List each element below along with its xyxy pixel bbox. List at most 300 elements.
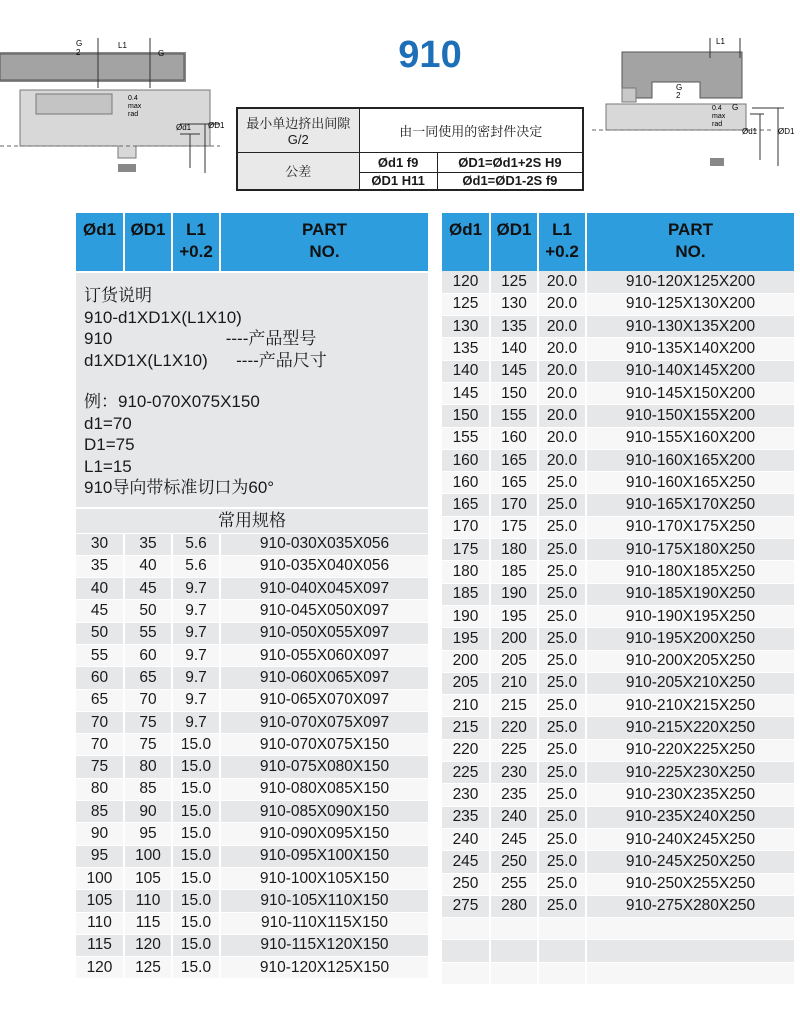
cell-D1: 100 (124, 845, 172, 867)
cell-d1: 250 (442, 873, 490, 895)
cell-L1: 20.0 (538, 316, 586, 338)
cell-D1: 220 (490, 717, 538, 739)
cell-D1: 55 (124, 622, 172, 644)
cell-L1: 25.0 (538, 851, 586, 873)
cell-d1: 275 (442, 895, 490, 917)
cell-D1: 110 (124, 890, 172, 912)
cell-L1 (538, 918, 586, 940)
table-row (76, 845, 428, 867)
table-row (76, 555, 428, 577)
cell-part-no: 910-235X240X250 (586, 806, 794, 828)
cell-L1: 25.0 (538, 472, 586, 494)
cell-part-no: 910-065X070X097 (220, 689, 428, 711)
table-row (442, 494, 794, 516)
cell-d1: 75 (76, 756, 124, 778)
spec-table (236, 107, 584, 191)
cell-L1: 15.0 (172, 957, 220, 979)
cell-L1: 9.7 (172, 689, 220, 711)
cell-d1: 125 (442, 293, 490, 315)
cell-L1: 15.0 (172, 934, 220, 956)
cell-L1: 9.7 (172, 578, 220, 600)
table-row (76, 890, 428, 912)
left-g2-label: G (158, 49, 165, 58)
cell-L1: 20.0 (538, 449, 586, 471)
cell-D1: 230 (490, 762, 538, 784)
cell-L1: 15.0 (172, 734, 220, 756)
cell-part-no: 910-040X045X097 (220, 578, 428, 600)
cell-part-no: 910-135X140X200 (586, 338, 794, 360)
table-row (442, 405, 794, 427)
cell-D1: 95 (124, 823, 172, 845)
cell-part-no: 910-175X180X250 (586, 539, 794, 561)
cell-d1: 50 (76, 622, 124, 644)
cell-L1: 15.0 (172, 778, 220, 800)
cell-part-no: 910-110X115X150 (220, 912, 428, 934)
cell-L1: 25.0 (538, 583, 586, 605)
cell-part-no: 910-080X085X150 (220, 778, 428, 800)
cell-D1 (490, 962, 538, 984)
right-d1-label: Ød1 (742, 127, 758, 136)
tolerance-label: 公差 (237, 152, 359, 190)
extrusion-gap-label: 最小单边挤出间隙G/2 (237, 108, 359, 152)
cell-L1: 25.0 (538, 695, 586, 717)
header-part-no: PART NO. (220, 213, 428, 271)
cell-part-no: 910-275X280X250 (586, 895, 794, 917)
cell-d1: 65 (76, 689, 124, 711)
cell-part-no: 910-205X210X250 (586, 672, 794, 694)
cell-d1: 165 (442, 494, 490, 516)
cell-D1: 60 (124, 644, 172, 666)
cell-D1: 40 (124, 555, 172, 577)
table-row (76, 600, 428, 622)
cell-D1: 70 (124, 689, 172, 711)
cell-L1 (538, 940, 586, 962)
table-row (442, 918, 794, 940)
table-row (76, 667, 428, 689)
table-row (442, 271, 794, 293)
cell-d1: 180 (442, 561, 490, 583)
cell-D1: 225 (490, 739, 538, 761)
left-l1-label: L1 (118, 41, 127, 50)
cell-L1: 15.0 (172, 823, 220, 845)
cell-D1 (490, 918, 538, 940)
cell-part-no: 910-150X155X200 (586, 405, 794, 427)
cell-part-no: 910-055X060X097 (220, 644, 428, 666)
cell-d1: 185 (442, 583, 490, 605)
cell-d1: 130 (442, 316, 490, 338)
table-row (442, 695, 794, 717)
cell-D1: 140 (490, 338, 538, 360)
table-row (442, 650, 794, 672)
cell-L1: 5.6 (172, 533, 220, 555)
table-row (442, 338, 794, 360)
extrusion-gap-value: 由一同使用的密封件决定 (359, 108, 583, 152)
notes-model: 910 ----产品型号 (84, 329, 317, 348)
cell-part-no: 910-120X125X150 (220, 957, 428, 979)
cell-D1: 35 (124, 533, 172, 555)
cell-L1: 25.0 (538, 895, 586, 917)
table-row (442, 940, 794, 962)
cell-d1: 200 (442, 650, 490, 672)
cell-d1: 225 (442, 762, 490, 784)
cell-D1: 170 (490, 494, 538, 516)
table-row (442, 806, 794, 828)
cell-L1: 25.0 (538, 739, 586, 761)
cell-d1 (442, 918, 490, 940)
cell-d1: 120 (76, 957, 124, 979)
cell-D1: 180 (490, 539, 538, 561)
cell-D1: 160 (490, 427, 538, 449)
table-row (442, 516, 794, 538)
cell-part-no: 910-050X055X097 (220, 622, 428, 644)
tolerance-d1-formula: Ød1=ØD1-2S f9 (437, 172, 583, 190)
header-part-no: PART NO. (586, 213, 794, 271)
table-row (76, 934, 428, 956)
cell-D1: 150 (490, 382, 538, 404)
left-section-diagram (0, 28, 232, 178)
table-row (76, 734, 428, 756)
cell-D1: 280 (490, 895, 538, 917)
table-row (442, 583, 794, 605)
table-row (76, 533, 428, 555)
cell-d1: 90 (76, 823, 124, 845)
table-row (442, 739, 794, 761)
cell-d1: 35 (76, 555, 124, 577)
cell-L1: 25.0 (538, 806, 586, 828)
cell-L1: 25.0 (538, 873, 586, 895)
table-row (76, 957, 428, 979)
cell-D1: 165 (490, 472, 538, 494)
cell-part-no: 910-070X075X097 (220, 711, 428, 733)
notes-example-d1: d1=70 (84, 413, 132, 433)
cell-L1: 25.0 (538, 539, 586, 561)
svg-text:max: max (128, 103, 142, 110)
right-D1-label: ØD1 (778, 127, 795, 136)
cell-part-no: 910-200X205X250 (586, 650, 794, 672)
cell-L1: 25.0 (538, 605, 586, 627)
cell-D1: 80 (124, 756, 172, 778)
table-row (442, 962, 794, 984)
cell-d1: 70 (76, 734, 124, 756)
cell-L1: 15.0 (172, 890, 220, 912)
table-row (442, 539, 794, 561)
header-D1: ØD1 (490, 213, 538, 271)
table-row (442, 293, 794, 315)
cell-D1: 155 (490, 405, 538, 427)
cell-part-no: 910-100X105X150 (220, 867, 428, 889)
header-D1: ØD1 (124, 213, 172, 271)
right-max-label: 0.4 (712, 105, 722, 112)
cell-part-no: 910-220X225X250 (586, 739, 794, 761)
cell-part-no: 910-180X185X250 (586, 561, 794, 583)
cell-part-no: 910-125X130X200 (586, 293, 794, 315)
cell-d1: 170 (442, 516, 490, 538)
cell-d1: 175 (442, 539, 490, 561)
cell-D1: 255 (490, 873, 538, 895)
cell-part-no: 910-145X150X200 (586, 382, 794, 404)
cell-D1: 65 (124, 667, 172, 689)
right-section-diagram (592, 28, 800, 178)
cell-part-no: 910-160X165X250 (586, 472, 794, 494)
table-row (76, 778, 428, 800)
cell-part-no: 910-090X095X150 (220, 823, 428, 845)
table-row (442, 873, 794, 895)
tolerance-D1: ØD1 H11 (359, 172, 437, 190)
cell-part-no: 910-215X220X250 (586, 717, 794, 739)
cell-part-no: 910-060X065X097 (220, 667, 428, 689)
cell-d1: 160 (442, 449, 490, 471)
cell-part-no: 910-160X165X200 (586, 449, 794, 471)
cell-L1: 20.0 (538, 293, 586, 315)
cell-d1: 55 (76, 644, 124, 666)
cell-D1: 245 (490, 828, 538, 850)
table-row (442, 382, 794, 404)
cell-d1: 105 (76, 890, 124, 912)
table-row (76, 756, 428, 778)
cell-d1: 230 (442, 784, 490, 806)
cell-d1: 210 (442, 695, 490, 717)
cell-d1: 30 (76, 533, 124, 555)
cell-L1: 25.0 (538, 628, 586, 650)
tolerance-d1: Ød1 f9 (359, 152, 437, 172)
cell-d1: 120 (442, 271, 490, 293)
cell-d1: 205 (442, 672, 490, 694)
cell-D1: 215 (490, 695, 538, 717)
cell-d1: 195 (442, 628, 490, 650)
cell-D1: 120 (124, 934, 172, 956)
cell-D1: 145 (490, 360, 538, 382)
cell-d1 (442, 962, 490, 984)
table-row (76, 867, 428, 889)
cell-D1: 75 (124, 734, 172, 756)
common-sizes-heading: 常用规格 (76, 509, 428, 533)
cell-part-no: 910-035X040X056 (220, 555, 428, 577)
cell-part-no: 910-105X110X150 (220, 890, 428, 912)
cell-part-no: 910-075X080X150 (220, 756, 428, 778)
cell-L1: 25.0 (538, 828, 586, 850)
notes-example-L1: L1=15 (84, 456, 132, 476)
cell-d1: 235 (442, 806, 490, 828)
cell-part-no: 910-165X170X250 (586, 494, 794, 516)
right-two-label: 2 (676, 91, 681, 100)
svg-text:rad: rad (712, 121, 723, 128)
table-row (76, 823, 428, 845)
cell-D1: 235 (490, 784, 538, 806)
cell-L1: 20.0 (538, 271, 586, 293)
cell-D1: 90 (124, 801, 172, 823)
cell-D1: 210 (490, 672, 538, 694)
right-g2-label: G (732, 103, 739, 112)
cell-d1: 115 (76, 934, 124, 956)
cell-d1: 215 (442, 717, 490, 739)
cell-d1: 140 (442, 360, 490, 382)
cell-D1: 50 (124, 600, 172, 622)
cell-L1: 20.0 (538, 338, 586, 360)
cell-part-no (586, 962, 794, 984)
table-row (76, 689, 428, 711)
cell-d1: 150 (442, 405, 490, 427)
cell-L1: 20.0 (538, 427, 586, 449)
cell-D1 (490, 940, 538, 962)
cell-L1: 15.0 (172, 845, 220, 867)
table-row (442, 605, 794, 627)
cell-D1: 125 (490, 271, 538, 293)
cell-part-no: 910-170X175X250 (586, 516, 794, 538)
table-row (442, 449, 794, 471)
left-table-body (76, 533, 428, 979)
header-d1: Ød1 (76, 213, 124, 271)
header-L1: L1 +0.2 (538, 213, 586, 271)
cell-d1: 135 (442, 338, 490, 360)
cell-L1: 25.0 (538, 494, 586, 516)
cell-L1: 20.0 (538, 405, 586, 427)
cell-part-no: 910-120X125X200 (586, 271, 794, 293)
cell-d1: 70 (76, 711, 124, 733)
cell-L1: 5.6 (172, 555, 220, 577)
cell-L1: 25.0 (538, 650, 586, 672)
right-l1-label: L1 (716, 37, 725, 46)
cell-L1: 15.0 (172, 912, 220, 934)
cell-L1: 9.7 (172, 667, 220, 689)
cell-part-no: 910-115X120X150 (220, 934, 428, 956)
table-row (442, 561, 794, 583)
cell-L1: 25.0 (538, 672, 586, 694)
table-row (442, 427, 794, 449)
cell-D1: 185 (490, 561, 538, 583)
cell-D1: 250 (490, 851, 538, 873)
cell-d1: 110 (76, 912, 124, 934)
right-size-table (442, 213, 794, 985)
cell-D1: 195 (490, 605, 538, 627)
cell-D1: 45 (124, 578, 172, 600)
table-row (442, 851, 794, 873)
cell-L1: 20.0 (538, 382, 586, 404)
cell-d1 (442, 940, 490, 962)
cell-L1: 9.7 (172, 622, 220, 644)
cell-D1: 85 (124, 778, 172, 800)
table-row (76, 578, 428, 600)
left-max-label: 0.4 (128, 95, 138, 102)
cell-D1: 75 (124, 711, 172, 733)
table-row (442, 784, 794, 806)
cell-L1: 25.0 (538, 784, 586, 806)
cell-L1: 25.0 (538, 561, 586, 583)
cell-L1 (538, 962, 586, 984)
cell-part-no: 910-210X215X250 (586, 695, 794, 717)
cell-D1: 190 (490, 583, 538, 605)
notes-format: 910-d1XD1X(L1X10) (84, 307, 242, 327)
table-row (76, 912, 428, 934)
cell-L1: 25.0 (538, 762, 586, 784)
table-row (442, 628, 794, 650)
right-table-body (442, 271, 794, 985)
cell-d1: 85 (76, 801, 124, 823)
cell-part-no: 910-070X075X150 (220, 734, 428, 756)
table-row (442, 895, 794, 917)
table-row (76, 644, 428, 666)
table-row (76, 801, 428, 823)
cell-part-no: 910-155X160X200 (586, 427, 794, 449)
table-row (442, 360, 794, 382)
cell-part-no: 910-225X230X250 (586, 762, 794, 784)
left-d1-label: Ød1 (176, 123, 192, 132)
notes-title: 订货说明 (84, 286, 152, 305)
header-d1: Ød1 (442, 213, 490, 271)
cell-d1: 190 (442, 605, 490, 627)
left-two-label: 2 (76, 48, 81, 57)
cell-d1: 160 (442, 472, 490, 494)
cell-part-no: 910-230X235X250 (586, 784, 794, 806)
cell-D1: 200 (490, 628, 538, 650)
cell-part-no: 910-250X255X250 (586, 873, 794, 895)
table-row (76, 711, 428, 733)
cell-D1: 130 (490, 293, 538, 315)
cell-d1: 220 (442, 739, 490, 761)
cell-D1: 240 (490, 806, 538, 828)
cell-d1: 40 (76, 578, 124, 600)
cell-D1: 105 (124, 867, 172, 889)
cell-part-no: 910-240X245X250 (586, 828, 794, 850)
cell-L1: 15.0 (172, 756, 220, 778)
table-row (442, 472, 794, 494)
cell-part-no: 910-085X090X150 (220, 801, 428, 823)
cell-d1: 155 (442, 427, 490, 449)
cell-D1: 135 (490, 316, 538, 338)
cell-d1: 45 (76, 600, 124, 622)
cell-D1: 165 (490, 449, 538, 471)
cell-L1: 25.0 (538, 516, 586, 538)
ordering-notes (76, 273, 428, 507)
page-title: 910 (398, 34, 462, 76)
cell-d1: 80 (76, 778, 124, 800)
table-row (442, 828, 794, 850)
cell-L1: 20.0 (538, 360, 586, 382)
cell-L1: 15.0 (172, 801, 220, 823)
cell-d1: 240 (442, 828, 490, 850)
left-D1-label: ØD1 (208, 121, 225, 130)
cell-L1: 9.7 (172, 711, 220, 733)
cell-part-no: 910-245X250X250 (586, 851, 794, 873)
cell-d1: 60 (76, 667, 124, 689)
cell-d1: 95 (76, 845, 124, 867)
cell-d1: 245 (442, 851, 490, 873)
cell-L1: 25.0 (538, 717, 586, 739)
cell-part-no: 910-185X190X250 (586, 583, 794, 605)
left-g-label: G (76, 39, 83, 48)
cell-part-no: 910-095X100X150 (220, 845, 428, 867)
table-row (442, 672, 794, 694)
cell-part-no (586, 940, 794, 962)
cell-D1: 175 (490, 516, 538, 538)
notes-size: d1XD1X(L1X10) ----产品尺寸 (84, 350, 327, 370)
cell-L1: 15.0 (172, 867, 220, 889)
table-row (442, 717, 794, 739)
cell-d1: 100 (76, 867, 124, 889)
cell-part-no (586, 918, 794, 940)
notes-cut-angle: 910导向带标准切口为60° (84, 478, 275, 497)
table-row (442, 316, 794, 338)
notes-example: 例：910-070X075X150 (84, 392, 260, 411)
cell-D1: 205 (490, 650, 538, 672)
table-row (442, 762, 794, 784)
tolerance-D1-formula: ØD1=Ød1+2S H9 (437, 152, 583, 172)
cell-D1: 125 (124, 957, 172, 979)
cell-D1: 115 (124, 912, 172, 934)
svg-text:max: max (712, 113, 726, 120)
cell-part-no: 910-130X135X200 (586, 316, 794, 338)
right-g-label: G (676, 83, 683, 92)
cell-part-no: 910-030X035X056 (220, 533, 428, 555)
